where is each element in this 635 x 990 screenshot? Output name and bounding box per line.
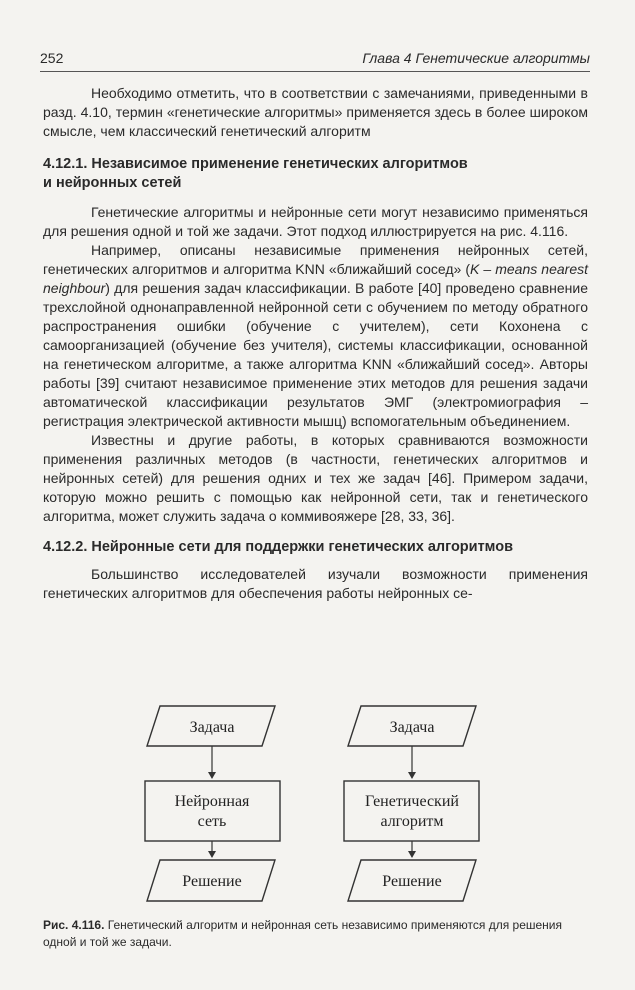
running-title: Глава 4 Генетические алгоритмы — [362, 50, 590, 66]
right-output-label: Решение — [382, 873, 442, 890]
paragraph-2-end: ) для решения задач классификации. В работе [40] проведено сравнение трехслойной однонаправленной нейронной сети с обучением по методу обратного распространения ошибки (обучение с учителем), сети Кохонена с самоорганизацией (обучение без учителя), системы классификации, основанной на генетическом алгоритме, а также алгоритма KNN «ближайший сосед». Авторы работы [39] считают независимое применение этих методов для решения задачи автоматической классификации результатов ЭМГ (электромиография – регистрация электрической активности мышц) вспомогательным объединением. — [43, 280, 588, 429]
left-process-line1: Нейронная — [174, 793, 250, 810]
left-process-box — [145, 781, 280, 841]
figure-label: Рис. 4.116. — [43, 918, 105, 932]
section-heading-line1: 4.12.1. Независимое применение генетических алгоритмов — [43, 156, 468, 172]
section-heading-4-12-2: 4.12.2. Нейронные сети для поддержки генетических алгоритмов — [43, 539, 513, 555]
figure-caption — [43, 917, 588, 951]
paragraph-3: Известны и другие работы, в которых сравниваются возможности применения различных методов (в частности, генетических алгоритмов и нейронных сетей) для решения одних и тех же задач [46]. Примером задачи, которую можно решить с помощью как нейронной сети, так и генетического алгоритма, может служить задача о коммивояжере [28, 33, 36]. — [43, 432, 588, 524]
paragraph-2-start: Например, описаны независимые применения нейронных сетей, генетических алгоритмов и алгоритма KNN «ближайший сосед» ( — [43, 242, 588, 277]
right-input-label: Задача — [389, 719, 435, 736]
right-process-line2: алгоритм — [380, 813, 444, 830]
intro-paragraph: Необходимо отметить, что в соответствии с замечаниями, приведенными в разд. 4.10, термин «генетические алгоритмы» применяется здесь в более широком смысле, чем классический генетический алгоритм — [43, 85, 588, 139]
left-output-label: Решение — [182, 873, 242, 890]
page-number: 252 — [40, 50, 64, 66]
right-process-box — [344, 781, 479, 841]
section-heading-line2: и нейронных сетей — [43, 175, 182, 191]
figure-caption-text: Генетический алгоритм и нейронная сеть независимо применяются для решения одной и той же задачи. — [43, 918, 563, 949]
paragraph-4: Большинство исследователей изучали возможности применения генетических алгоритмов для обеспечения работы нейронных се- — [43, 566, 588, 601]
paragraph-1: Генетические алгоритмы и нейронные сети могут независимо применяться для решения одной и той же задачи. Этот подход иллюстрируется на рис. 4.116. — [43, 204, 588, 239]
left-input-label: Задача — [189, 719, 235, 736]
left-process-line2: сеть — [197, 813, 227, 830]
right-process-line1: Генетический — [365, 793, 459, 810]
paragraph-2-italic: K – means nearest neighbour — [43, 261, 588, 296]
